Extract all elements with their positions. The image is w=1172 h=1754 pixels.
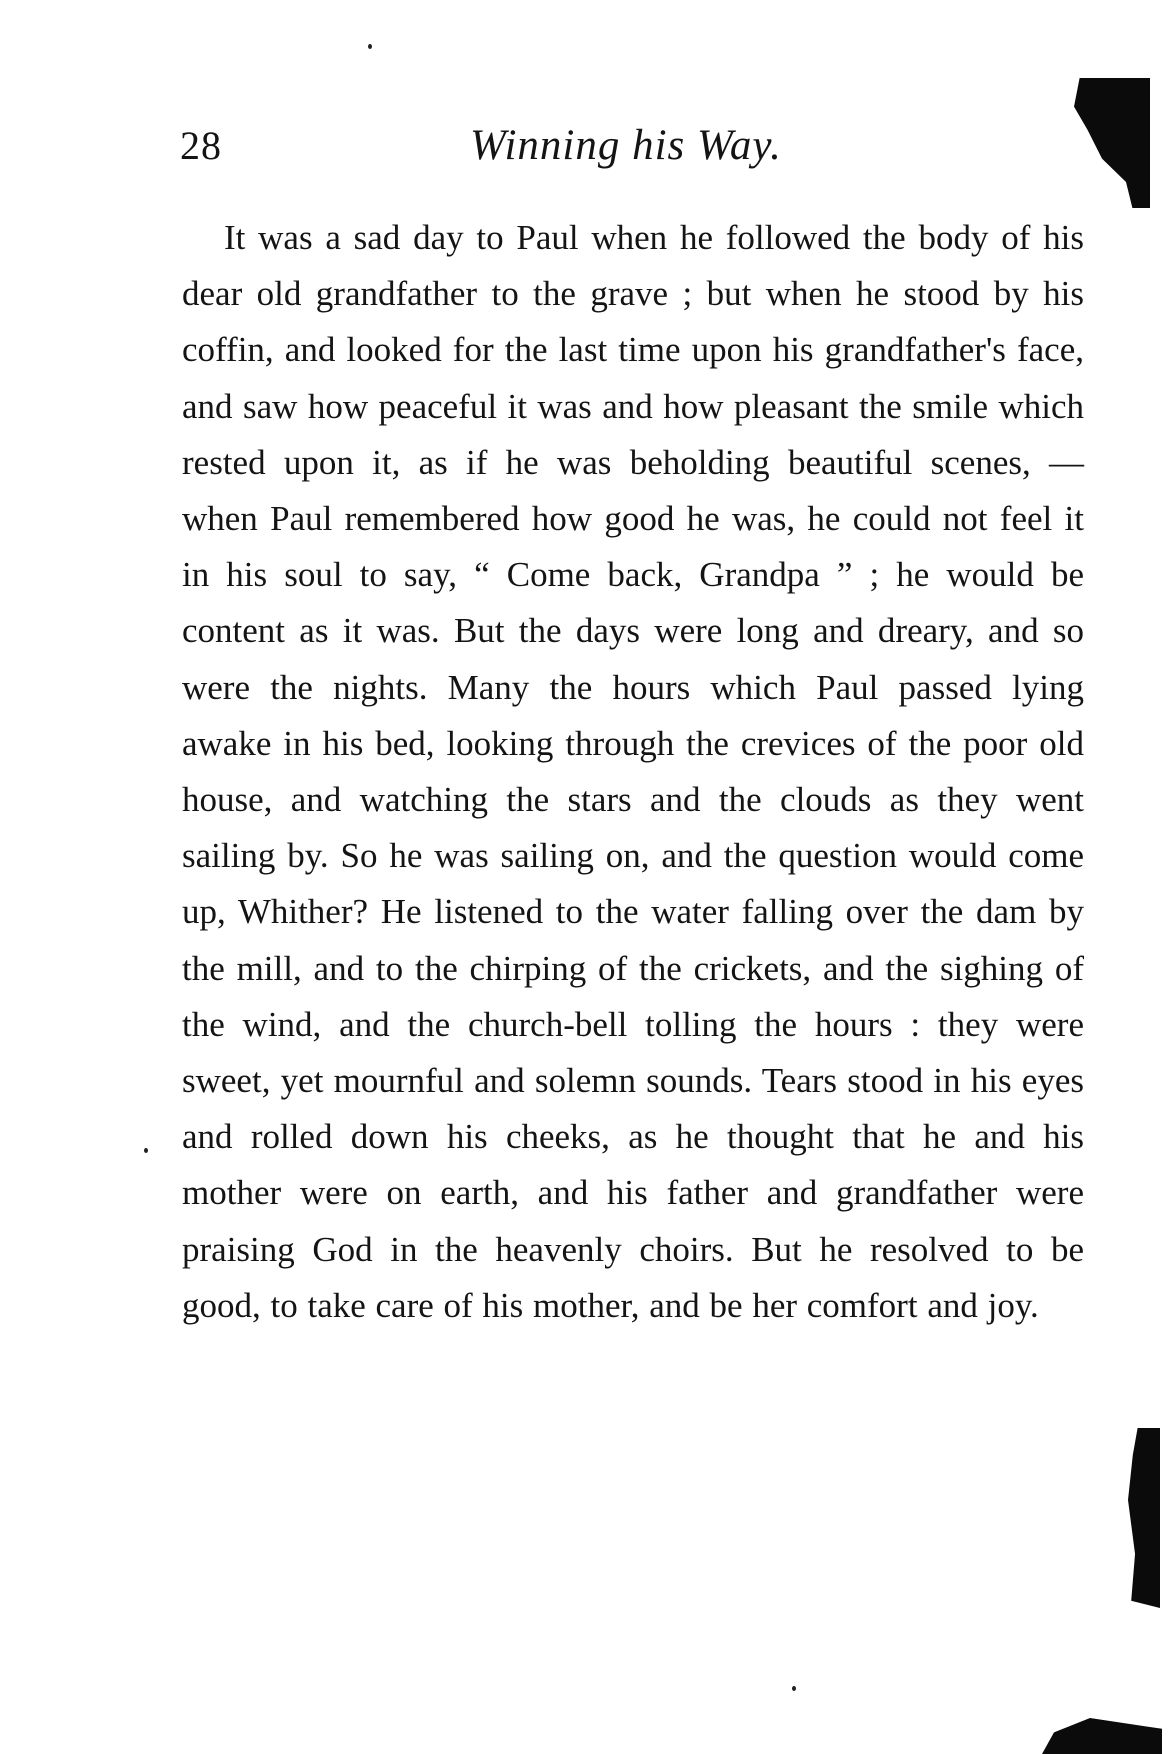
scan-artifact-bottom [1042,1718,1162,1754]
scan-speck [144,1148,148,1153]
body-paragraph: It was a sad day to Paul when he followed the body of his dear old grandfather to the grave ; but when he stood by his coffin, and looked for the last time upon his grandfather's face, and saw how peaceful it was and how pleasant the smile which rested upon it, as if he was beholding beautiful scenes, — when Paul remembered how good he was, he could not feel it in his soul to say, “ Come back, Grandpa ” ; he would be content as it was. But the days were long and dreary, and so were the nights. Many the hours which Paul passed lying awake in his bed, looking through the crevices of the poor old house, and watching the stars and the clouds as they went sailing by. So he was sailing on, and the question would come up, Whither? He listened to the water falling over the dam by the mill, and to the chirping of the crickets, and the sighing of the wind, and the church-bell tolling the hours : they were sweet, yet mournful and solemn sounds. Tears stood in his eyes and rolled down his cheeks, as he thought that he and his mother were on earth, and his father and grandfather were praising God in the heavenly choirs. But he resolved to be good, to take care of his mother, and be her comfort and joy. [182,218,1084,1325]
running-title: Winning his Way. [470,122,782,169]
scan-speck [792,1686,796,1691]
scan-speck [368,44,372,49]
page-header [0,116,1172,176]
scan-artifact-middle [1128,1428,1160,1608]
page-number: 28 [180,123,222,168]
